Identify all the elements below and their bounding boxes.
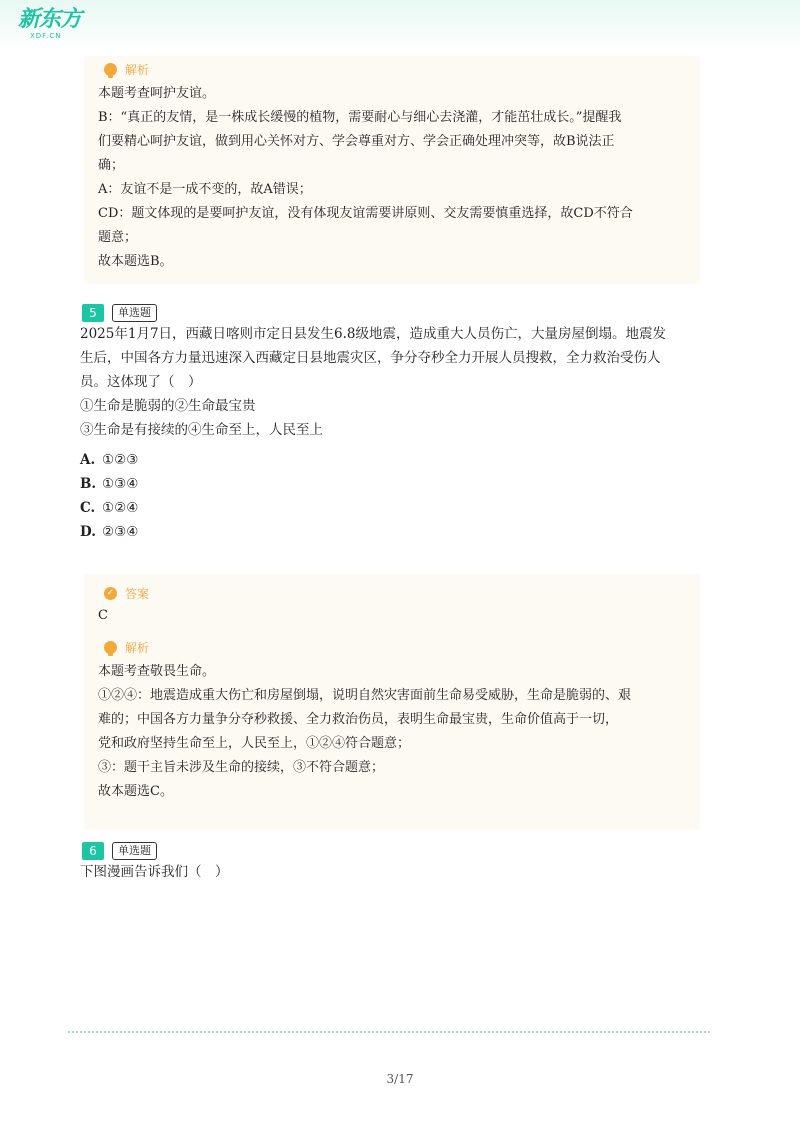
logo-main-text: 新东方	[18, 7, 82, 32]
question-stem-line: 生后，中国各方力量迅速深入西藏定日县地震灾区，争分夺秒全力开展人员搜救，全力救治受伤人	[80, 350, 661, 366]
analysis-line: B：“真正的友情，是一株成长缓慢的植物，需要耐心与细心去浇灌，才能茁壮成长。”提醒我	[98, 110, 622, 125]
option-letter: C.	[80, 500, 96, 516]
q4-analysis-panel	[84, 56, 700, 284]
footer-divider	[68, 1031, 710, 1033]
question-stem-line: 下图漫画告诉我们（ ）	[80, 864, 229, 880]
check-icon: ✓	[104, 587, 117, 600]
analysis-header	[84, 636, 700, 658]
analysis-line: ①②④：地震造成重大伤亡和房屋倒塌，说明自然灾害面前生命易受威胁，生命是脆弱的、艰	[98, 688, 632, 703]
analysis-line: 党和政府坚持生命至上，人民至上，①②④符合题意；	[98, 736, 411, 751]
answer-value: C	[98, 608, 108, 623]
analysis-line: 本题考查敬畏生命。	[98, 664, 216, 679]
page-number: 3/17	[386, 1072, 414, 1086]
question-stem-line: ①生命是脆弱的②生命最宝贵	[80, 398, 256, 414]
option-c[interactable]	[80, 496, 138, 520]
option-letter: B.	[80, 476, 97, 492]
option-text: ①③④	[102, 476, 139, 492]
analysis-line: 故本题选C。	[98, 784, 173, 799]
option-d[interactable]	[80, 520, 138, 544]
option-text: ①②④	[102, 500, 139, 516]
analysis-label: 解析	[125, 62, 150, 77]
question-number: 5	[82, 304, 104, 322]
option-text: ①②③	[102, 452, 139, 468]
lightbulb-icon	[104, 641, 117, 654]
question-type-badge: 单选题	[112, 842, 157, 860]
analysis-line: 本题考查呵护友谊。	[98, 86, 216, 101]
option-text: ②③④	[102, 524, 139, 540]
lightbulb-icon	[104, 63, 117, 76]
analysis-line: 们要精心呵护友谊，做到用心关怀对方、学会尊重对方、学会正确处理冲突等，故B说法正	[98, 134, 615, 149]
option-letter: D.	[80, 524, 96, 540]
answer-label: 答案	[125, 586, 150, 601]
answer-header	[84, 582, 700, 604]
option-a[interactable]	[80, 448, 138, 472]
option-letter: A.	[80, 452, 96, 468]
analysis-line: A：友谊不是一成不变的，故A错误；	[98, 182, 312, 197]
xdf-logo	[18, 8, 88, 44]
question-stem-line: ③生命是有接续的④生命至上，人民至上	[80, 422, 323, 438]
option-b[interactable]	[80, 472, 138, 496]
analysis-line: 难的；中国各方力量争分夺秒救援、全力救治伤员，表明生命最宝贵，生命价值高于一切，	[98, 712, 619, 727]
analysis-line: 题意；	[98, 230, 138, 245]
question-stem-line: 员。这体现了（ ）	[80, 374, 202, 390]
logo-sub-text: XDF.CN	[30, 32, 62, 40]
analysis-header	[84, 58, 700, 80]
analysis-line: ③：题干主旨未涉及生命的接续，③不符合题意；	[98, 760, 385, 775]
analysis-line: 故本题选B。	[98, 254, 173, 269]
analysis-line: CD：题文体现的是要呵护友谊，没有体现友谊需要讲原则、交友需要慎重选择，故CD不符合	[98, 206, 633, 221]
question-number: 6	[82, 842, 104, 860]
q5-answer-panel	[84, 574, 700, 830]
analysis-label: 解析	[125, 640, 150, 655]
question-type-badge: 单选题	[112, 304, 157, 322]
header-band	[0, 0, 800, 52]
analysis-line: 确；	[98, 158, 125, 173]
question-stem-line: 2025年1月7日，西藏日喀则市定日县发生6.8级地震，造成重大人员伤亡，大量房屋倒塌。地震发	[80, 326, 667, 342]
